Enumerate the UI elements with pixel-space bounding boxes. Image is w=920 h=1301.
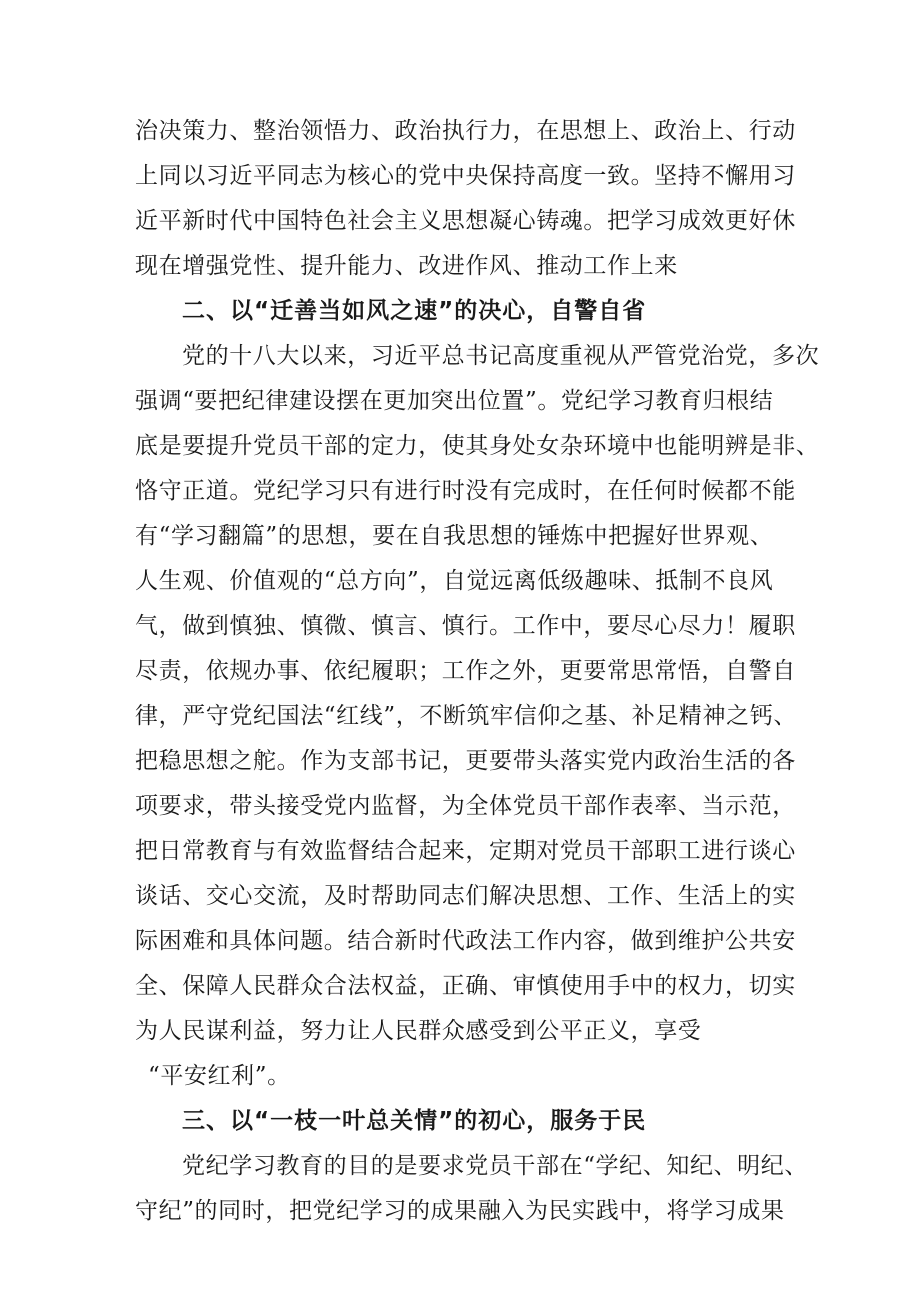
text-line: 律，严守党纪国法“红线”，不断筑牢信仰之基、补足精神之钙、	[135, 703, 797, 729]
text-line: 党的十八大以来，习近平总书记高度重视从严管党治党，多次	[182, 343, 820, 369]
text-line: 尽责，依规办事、依纪履职；工作之外，更要常思常悟，自警自	[135, 658, 796, 684]
text-line: 全、保障人民群众合法权益，正确、审慎使用手中的权力，切实	[135, 973, 796, 999]
section-heading: 三、以“一枝一叶总关情”的初心，服务于民	[182, 1108, 647, 1134]
text-line: 现在增强党性、提升能力、改进作风、推动工作上来	[135, 253, 678, 279]
text-line: 恪守正道。党纪学习只有进行时没有完成时，在任何时候都不能	[135, 478, 796, 504]
text-line: 把稳思想之舵。作为支部书记，更要带头落实党内政治生活的各	[135, 748, 796, 774]
section-heading: 二、以“迁善当如风之速”的决心，自警自省	[182, 298, 647, 324]
text-line: 气，做到慎独、慎微、慎言、慎行。工作中，要尽心尽力！履职	[135, 613, 796, 639]
text-line: 有“学习翻篇”的思想，要在自我思想的锤炼中把握好世界观、	[135, 523, 774, 549]
text-line: 谈话、交心交流，及时帮助同志们解决思想、工作、生活上的实	[135, 883, 796, 909]
text-line: 际困难和具体问题。结合新时代政法工作内容，做到维护公共安	[135, 928, 796, 954]
text-line: 把日常教育与有效监督结合起来，定期对党员干部职工进行谈心	[135, 838, 796, 864]
text-line: “平安红利”。	[148, 1063, 291, 1089]
text-line: 项要求，带头接受党内监督，为全体党员干部作表率、当示范，	[135, 793, 796, 819]
text-line: 守纪”的同时，把党纪学习的成果融入为民实践中，将学习成果	[135, 1198, 785, 1224]
text-line: 上同以习近平同志为核心的党中央保持高度一致。坚持不懈用习	[135, 163, 796, 189]
text-line: 人生观、价值观的“总方向”，自觉远离低级趣味、抵制不良风	[135, 568, 774, 594]
text-line: 治决策力、整治领悟力、政治执行力，在思想上、政治上、行动	[135, 118, 796, 144]
text-line: 强调“要把纪律建设摆在更加突出位置”。党纪学习教育归根结	[135, 388, 774, 414]
text-line: 底是要提升党员干部的定力，使其身处女杂环境中也能明辨是非、	[135, 433, 820, 459]
text-line: 近平新时代中国特色社会主义思想凝心铸魂。把学习成效更好休	[135, 208, 796, 234]
text-line: 为人民谋利益，努力让人民群众感受到公平正义，享受	[135, 1018, 702, 1044]
text-line: 党纪学习教育的目的是要求党员干部在“学纪、知纪、明纪、	[182, 1153, 808, 1179]
